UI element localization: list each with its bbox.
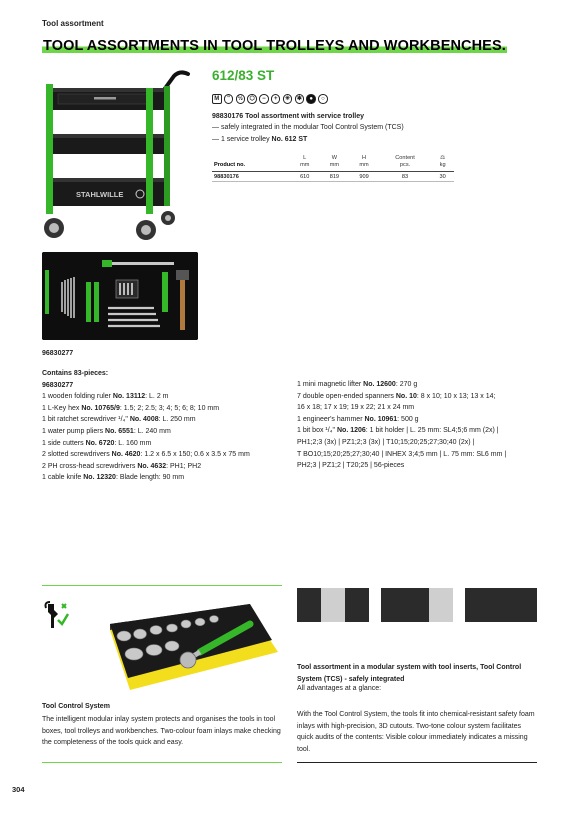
list-item: PH2;3 | PZ1;2 | T20;25 | 56-pieces <box>297 462 405 470</box>
page-heading-text: TOOL ASSORTMENTS IN TOOL TROLLEYS AND WORKBENCHES. <box>43 38 506 54</box>
table-row <box>212 172 454 182</box>
pozidriv-icon: ✳ <box>283 94 293 104</box>
list-item: 2 PH cross-head screwdrivers No. 4632: PH1; PH2 <box>42 462 202 470</box>
contents-list-right <box>297 379 547 472</box>
list-item: 1 side cutters No. 6720: L. 160 mm <box>42 439 152 447</box>
pliers <box>86 282 91 322</box>
screwdriver-bar <box>104 262 174 265</box>
inlay-caption: 96830277 <box>42 350 74 357</box>
advantages-subtitle: All advantages at a glance: <box>297 685 382 692</box>
spec-header-row <box>212 155 454 172</box>
spec-header: Product no. <box>212 155 290 172</box>
hammer-handle <box>180 278 185 330</box>
table-cell: 819 <box>320 172 350 182</box>
list-item: 1 bit ratchet screwdriver ¹/₄" No. 4008: L. 250 mm <box>42 416 196 424</box>
page-number: 304 <box>12 785 25 794</box>
trolley-leg-left-front <box>46 84 53 214</box>
divider-top-left <box>42 585 282 586</box>
contents-subheading: 96830277 <box>42 381 74 389</box>
table-cell: 30 <box>431 172 454 182</box>
advantages-title: Tool assortment in a modular system with tool inserts, Tool Control System (TCS) - safely integrated <box>297 664 522 683</box>
tool-trolley-image <box>42 68 194 246</box>
phillips-icon: + <box>271 94 281 104</box>
imperial-icon: " <box>224 94 234 104</box>
tool-inlay-image <box>42 252 198 340</box>
tool-icon: ● <box>306 94 316 104</box>
list-item: PH1;2;3 (3x) | PZ1;2;3 (3x) | T10;15;20;25;27;30;40 (2x) | <box>297 438 475 446</box>
foam-colour-swatches <box>297 588 537 622</box>
list-item: 1 L-Key hex No. 10765/9: 1.5; 2; 2.5; 3; 4; 5; 6; 8; 10 mm <box>42 404 220 412</box>
spec-header: Content pcs. <box>379 155 431 172</box>
table-cell: 610 <box>290 172 320 182</box>
product-description <box>212 111 542 145</box>
spec-header: ⚖ kg <box>431 155 454 172</box>
tcs-body: The intelligent modular inlay system protects and organises the tools in tool boxes, tool trolleys and workbenches. Two-colour foam inlays make checking the completeness of the tools quick and easy. <box>42 716 281 747</box>
trolley-brand: STAHLWILLE <box>76 190 124 199</box>
list-item: 1 bit box ¹/₄" No. 1206: 1 bit holder | L. 25 mm: SL4;5;6 mm (2x) | <box>297 427 499 435</box>
list-item: 1 engineer's hammer No. 10961: 500 g <box>297 415 419 423</box>
contents-list-left <box>42 368 292 484</box>
spec-header: H mm <box>349 155 379 172</box>
list-item: 1 cable knife No. 12320: Blade length: 90 mm <box>42 474 185 482</box>
torx-icon: ✱ <box>295 94 305 104</box>
fraction-icon: ½ <box>236 94 246 104</box>
description-title: 98830176 Tool assortment with service trolley <box>212 113 364 120</box>
metric-icon: M <box>212 94 222 104</box>
contents-heading: Contains 83-pieces: <box>42 370 109 377</box>
list-item: 1 water pump pliers No. 6551: L. 240 mm <box>42 427 171 435</box>
table-cell: 909 <box>349 172 379 182</box>
list-item: 7 double open-ended spanners No. 10: 8 x 10; 10 x 13; 13 x 14; <box>297 392 496 400</box>
product-title: 612/83 ST <box>212 68 275 83</box>
spec-table <box>212 155 454 182</box>
trolley-leg-right-front <box>146 88 153 214</box>
list-item: 1 wooden folding ruler No. 13112: L. 2 m <box>42 393 169 401</box>
socket-inlay-image <box>100 594 280 694</box>
tool-control-system-icon <box>42 600 70 630</box>
table-cell: 83 <box>379 172 431 182</box>
list-item: 16 x 18; 17 x 19; 19 x 22; 21 x 24 mm <box>297 404 415 412</box>
page-heading <box>42 37 507 55</box>
feature-icon-row <box>212 94 328 104</box>
description-bullet-1: — safely integrated in the modular Tool Control System (TCS) <box>212 124 404 132</box>
divider-bottom-right <box>297 762 537 763</box>
swatch <box>381 588 453 622</box>
advantages-body: With the Tool Control System, the tools fit into chemical-resistant safety foam inlays with high-precision, 3D cutouts. Two-tone colour system facilitates quick audits of the contents: Visible colour immediately indicates a missing tool. <box>297 711 535 753</box>
circle-icon: ○ <box>318 94 328 104</box>
list-item: 1 mini magnetic lifter No. 12600: 270 g <box>297 381 418 388</box>
spec-header: W mm <box>320 155 350 172</box>
divider-bottom-left <box>42 762 282 763</box>
tcs-title: Tool Control System <box>42 703 110 710</box>
list-item: T BO10;15;20;25;27;30;40 | INHEX 3;4;5 mm | L. 75 mm: SL6 mm | <box>297 450 507 458</box>
slot-icon: − <box>259 94 269 104</box>
list-item: 2 slotted screwdrivers No. 4620: 1.2 x 6.5 x 150; 0.6 x 3.5 x 75 mm <box>42 451 250 459</box>
swatch <box>297 588 369 622</box>
hex-icon: ⬡ <box>247 94 257 104</box>
section-label: Tool assortment <box>42 19 104 28</box>
description-bullet-2: — 1 service trolley No. 612 ST <box>212 135 308 143</box>
table-cell: 98830176 <box>212 172 290 182</box>
spec-header: L mm <box>290 155 320 172</box>
swatch <box>465 588 537 622</box>
trolley-wheels <box>44 211 175 240</box>
